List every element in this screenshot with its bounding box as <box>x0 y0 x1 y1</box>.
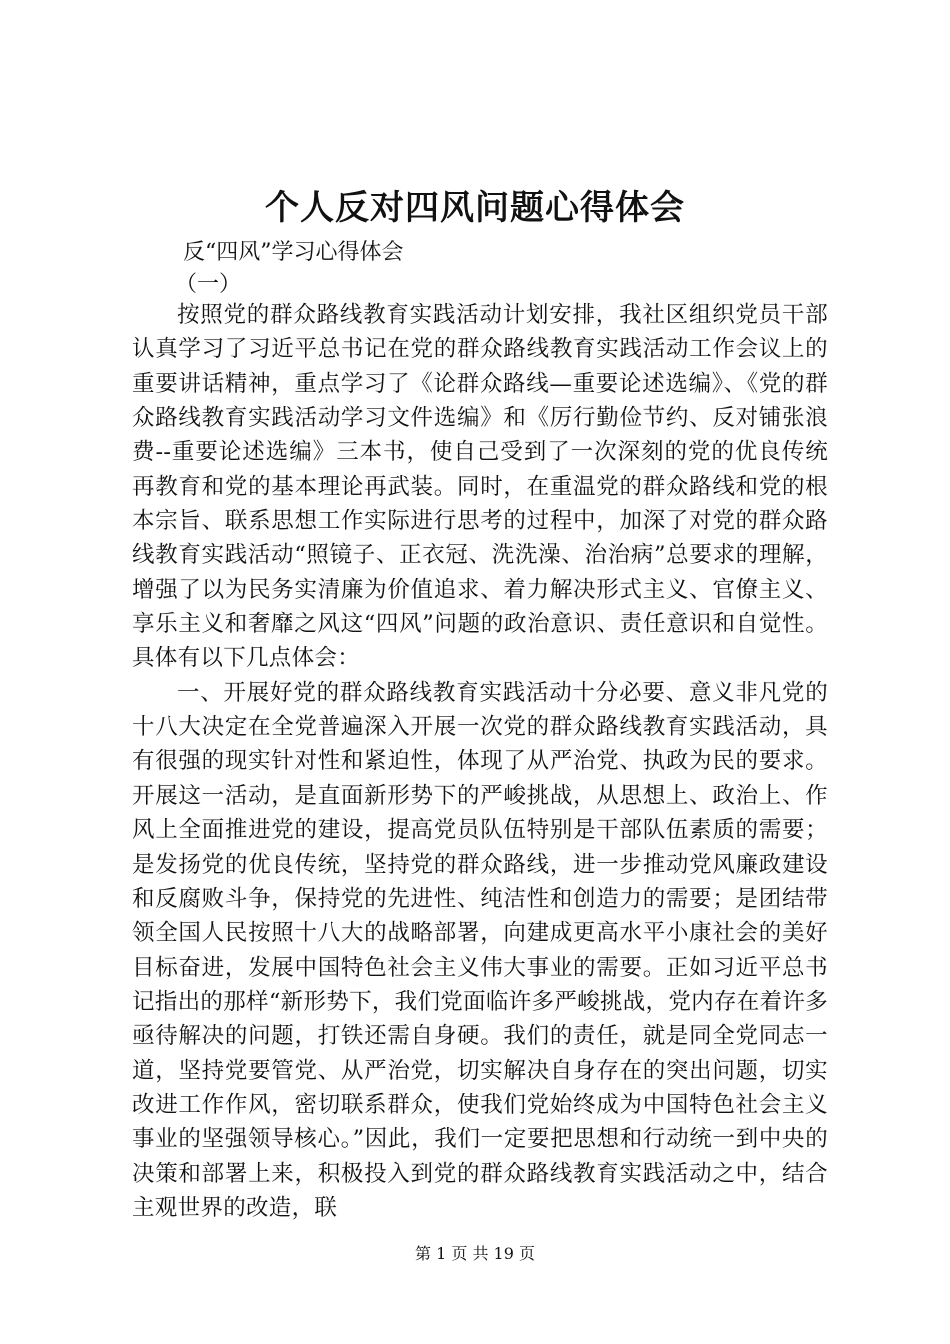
body-paragraph: 按照党的群众路线教育实践活动计划安排，我社区组织党员干部认真学习了习近平总书记在党的群众路线教育实践活动工作会议上的重要讲话精神，重点学习了《论群众路线—重要论述选编》、《党的群众路线教育实践活动学习文件选编》和《厉行勤俭节约、反对铺张浪费--重要论述选编》三本书，使自己受到了一次深刻的党的优良传统再教育和党的基本理论再武装。同时，在重温党的群众路线和党的根本宗旨、联系思想工作实际进行思考的过程中，加深了对党的群众路线教育实践活动“照镜子、正衣冠、洗洗澡、治治病”总要求的理解，增强了以为民务实清廉为价值追求、着力解决形式主义、官僚主义、享乐主义和奢靡之风这“四风”问题的政治意识、责任意识和自觉性。具体有以下几点体会： <box>132 302 828 672</box>
document-subtitle: 反“四风”学习心得体会 <box>183 240 404 265</box>
section-number: （一） <box>175 272 242 297</box>
document-body <box>132 298 828 1225</box>
document-title: 个人反对四风问题心得体会 <box>265 188 685 228</box>
page-footer: 第 1 页 共 19 页 <box>415 1244 535 1263</box>
body-paragraph: 一、开展好党的群众路线教育实践活动十分必要、意义非凡党的十八大决定在全党普遍深入开展一次党的群众路线教育实践活动，具有很强的现实针对性和紧迫性，体现了从严治党、执政为民的要求。开展这一活动，是直面新形势下的严峻挑战，从思想上、政治上、作风上全面推进党的建设，提高党员队伍特别是干部队伍素质的需要；是发扬党的优良传统，坚持党的群众路线，进一步推动党风廉政建设和反腐败斗争，保持党的先进性、纯洁性和创造力的需要；是团结带领全国人民按照十八大的战略部署，向建成更高水平小康社会的美好目标奋进，发展中国特色社会主义伟大事业的需要。正如习近平总书记指出的那样“新形势下，我们党面临许多严峻挑战，党内存在着许多亟待解决的问题，打铁还需自身硬。我们的责任，就是同全党同志一道，坚持党要管党、从严治党，切实解决自身存在的突出问题，切实改进工作作风，密切联系群众，使我们党始终成为中国特色社会主义事业的坚强领导核心。”因此，我们一定要把思想和行动统一到中央的决策和部署上来，积极投入到党的群众路线教育实践活动之中，结合主观世界的改造，联 <box>132 679 828 1221</box>
